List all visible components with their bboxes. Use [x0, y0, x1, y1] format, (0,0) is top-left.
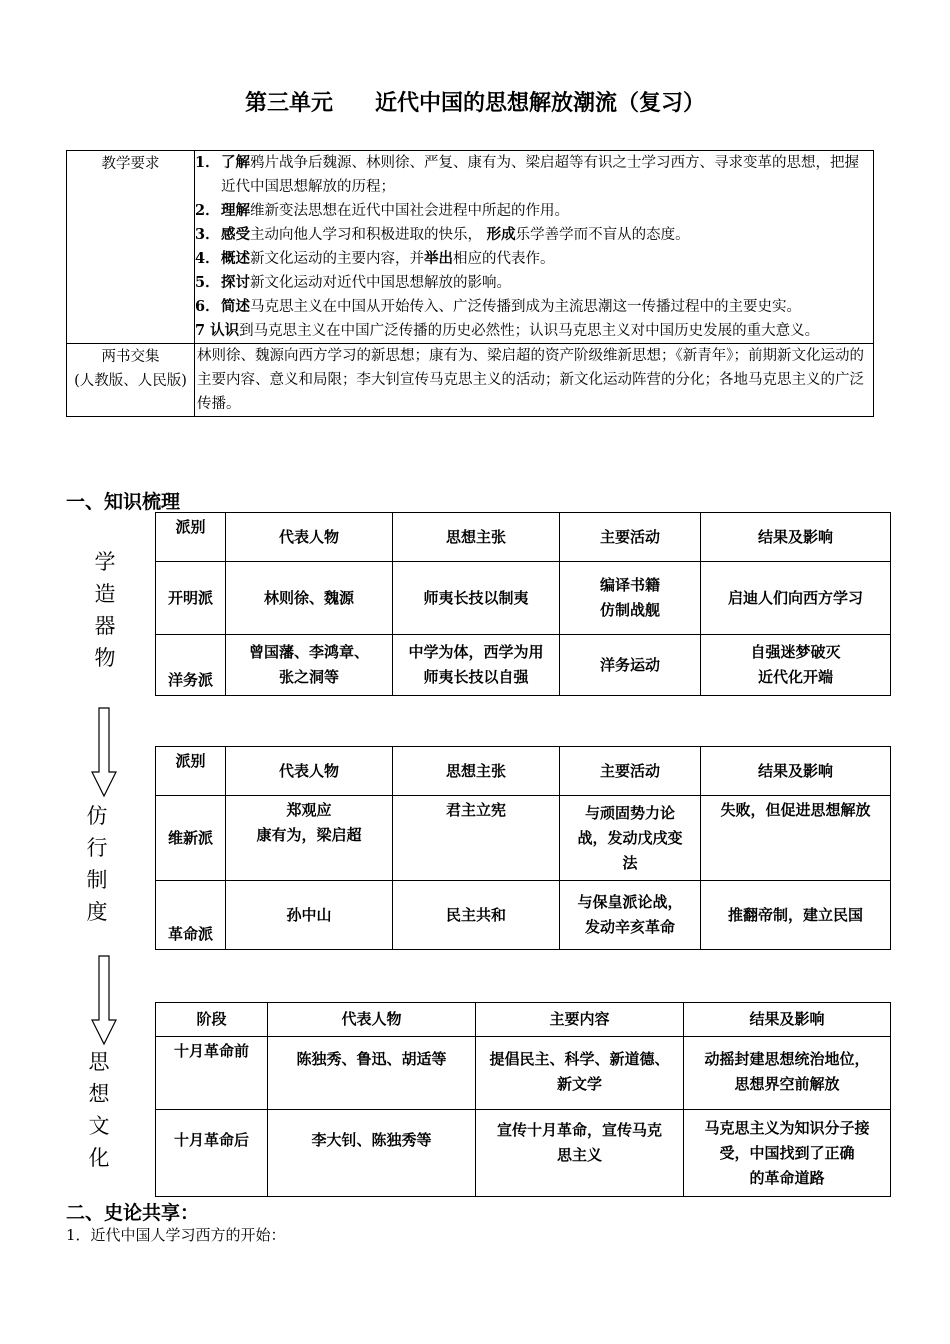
col-header: 结果及影响: [701, 513, 891, 562]
requirement-item-2: 2．理解维新变法思想在近代中国社会进程中所起的作用。: [195, 202, 569, 219]
stage1-table: [155, 512, 891, 696]
col-header: 主要活动: [560, 747, 701, 796]
col-header: 派别: [156, 747, 226, 796]
intersect-label: 两书交集 (人教版、人民版): [67, 344, 195, 417]
table-row: 洋务派 曾国藩、李鸿章、 张之洞等 中学为体，西学为用 师夷长技以自强 洋务运动 自强迷梦破灭 近代化开端: [156, 635, 891, 696]
table-row: 十月革命前 陈独秀、鲁迅、胡适等 提倡民主、科学、新道德、 新文学 动摇封建思想统治地位， 思想界空前解放: [156, 1037, 891, 1110]
col-header: 思想主张: [393, 747, 560, 796]
table-row: 革命派 孙中山 民主共和 与保皇派论战， 发动辛亥革命 推翻帝制，建立民国: [156, 881, 891, 950]
requirement-item-6: 6．简述马克思主义在中国从开始传入、广泛传播到成为主流思潮这一传播过程中的主要史实。: [195, 298, 801, 315]
col-header: 主要活动: [560, 513, 701, 562]
section-heading-1: 一、知识梳理: [66, 491, 181, 513]
requirements-content: [195, 151, 874, 344]
stage3-table: [155, 1002, 891, 1197]
col-header: 结果及影响: [684, 1003, 891, 1037]
down-arrow-icon: [89, 706, 119, 798]
col-header: 代表人物: [226, 513, 393, 562]
title-unit: 第三单元: [244, 91, 333, 116]
table-row: 十月革命后 李大钊、陈独秀等 宣传十月革命，宣传马克 思主义 马克思主义为知识分子接 受，中国找到了正确 的革命道路: [156, 1110, 891, 1197]
col-header: 代表人物: [268, 1003, 476, 1037]
col-header: 阶段: [156, 1003, 268, 1037]
stage1-side-label: 学 造 器 物: [94, 550, 116, 670]
table-row: 开明派 林则徐、魏源 师夷长技以制夷 编译书籍 仿制战舰 启迪人们向西方学习: [156, 562, 891, 635]
col-header: 代表人物: [226, 747, 393, 796]
table-row: 维新派 郑观应 康有为，梁启超 君主立宪 与顽固势力论 战，发动戊戌变 法 失败，但促进思想解放: [156, 796, 891, 881]
stage2-side-label: 仿 行 制 度: [86, 804, 108, 924]
col-header: 结果及影响: [701, 747, 891, 796]
stage3-side-label: 思 想 文 化: [88, 1050, 110, 1170]
requirement-item-5: 5．探讨新文化运动对近代中国思想解放的影响。: [195, 274, 511, 291]
col-header: 派别: [156, 513, 226, 562]
requirement-item-3: 3．感受主动向他人学习和积极进取的快乐， 形成乐学善学而不盲从的态度。: [195, 226, 690, 243]
requirement-item-1: 1．了解鸦片战争后魏源、林则徐、严复、康有为、梁启超等有识之士学习西方、寻求变革的思想，把握近代中国思想解放的历程；: [195, 154, 859, 195]
title-topic: 近代中国的思想解放潮流（复习）: [375, 91, 706, 116]
requirements-table: [66, 150, 874, 417]
requirement-item-4: 4．概述新文化运动的主要内容，并举出相应的代表作。: [195, 250, 555, 267]
intersect-content: 林则徐、魏源向西方学习的新思想；康有为、梁启超的资产阶级维新思想；《新青年》；前期新文化运动的主要内容、意义和局限；李大钊宣传马克思主义的活动；新文化运动阵营的分化；各地马克思主义的广泛传播。: [195, 344, 874, 417]
section-heading-2: 二、史论共享：: [66, 1202, 200, 1224]
requirement-item-7: 7 认识到马克思主义在中国广泛传播的历史必然性；认识马克思主义对中国历史发展的重大意义。: [195, 322, 820, 339]
page-title: [0, 86, 950, 117]
stage2-table: [155, 746, 891, 950]
requirements-label: 教学要求: [67, 151, 195, 344]
question-1: 1．近代中国人学习西方的开始：: [66, 1226, 286, 1244]
down-arrow-icon: [89, 954, 119, 1046]
col-header: 主要内容: [476, 1003, 684, 1037]
col-header: 思想主张: [393, 513, 560, 562]
